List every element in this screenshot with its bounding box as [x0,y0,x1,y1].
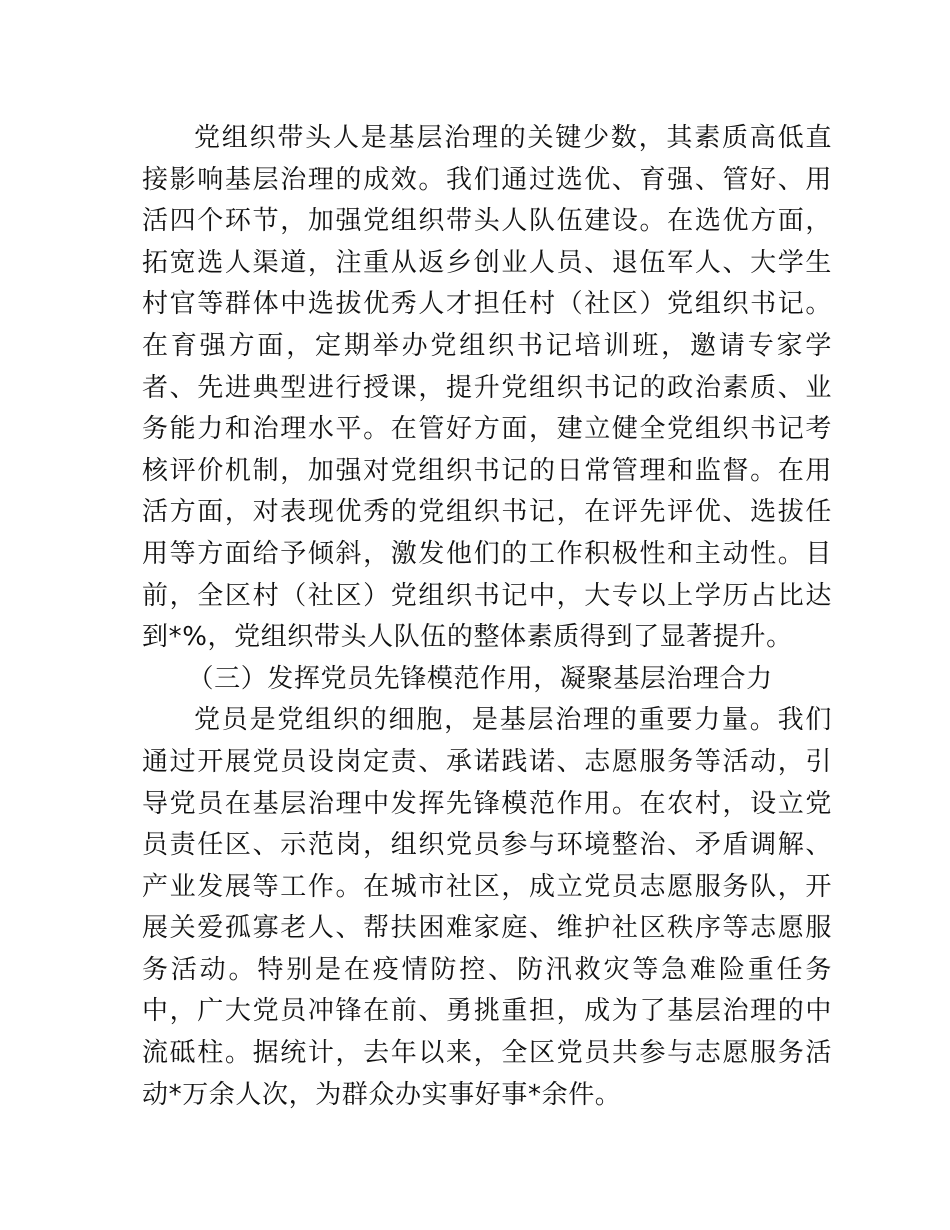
body-paragraph-members: 党员是党组织的细胞，是基层治理的重要力量。我们通过开展党员设岗定责、承诺践诺、志愿服务等活动，引导党员在基层治理中发挥先锋模范作用。在农村，设立党员责任区、示范岗，组织党员参与环境整治、矛盾调解、产业发展等工作。在城市社区，成立党员志愿服务队，开展关爱孤寡老人、帮扶困难家庭、维护社区秩序等志愿服务活动。特别是在疫情防控、防汛救灾等急难险重任务中，广大党员冲锋在前、勇挑重担，成为了基层治理的中流砥柱。据统计，去年以来，全区党员共参与志愿服务活动*万余人次，为群众办实事好事*余件。 [142,705,832,1110]
section-heading: （三）发挥党员先锋模范作用，凝聚基层治理合力 [187,663,773,694]
body-paragraph-leader: 党组织带头人是基层治理的关键少数，其素质高低直接影响基层治理的成效。我们通过选优、育强、管好、用活四个环节，加强党组织带头人队伍建设。在选优方面，拓宽选人渠道，注重从返乡创业人员、退伍军人、大学生村官等群体中选拔优秀人才担任村（社区）党组织书记。在育强方面，定期举办党组织书记培训班，邀请专家学者、先进典型进行授课，提升党组织书记的政治素质、业务能力和治理水平。在管好方面，建立健全党组织书记考核评价机制，加强对党组织书记的日常管理和监督。在用活方面，对表现优秀的党组织书记，在评先评优、选拔任用等方面给予倾斜，激发他们的工作积极性和主动性。目前，全区村（社区）党组织书记中，大专以上学历占比达到*%，党组织带头人队伍的整体素质得到了显著提升。 [142,123,832,653]
document-page [142,118,832,1116]
